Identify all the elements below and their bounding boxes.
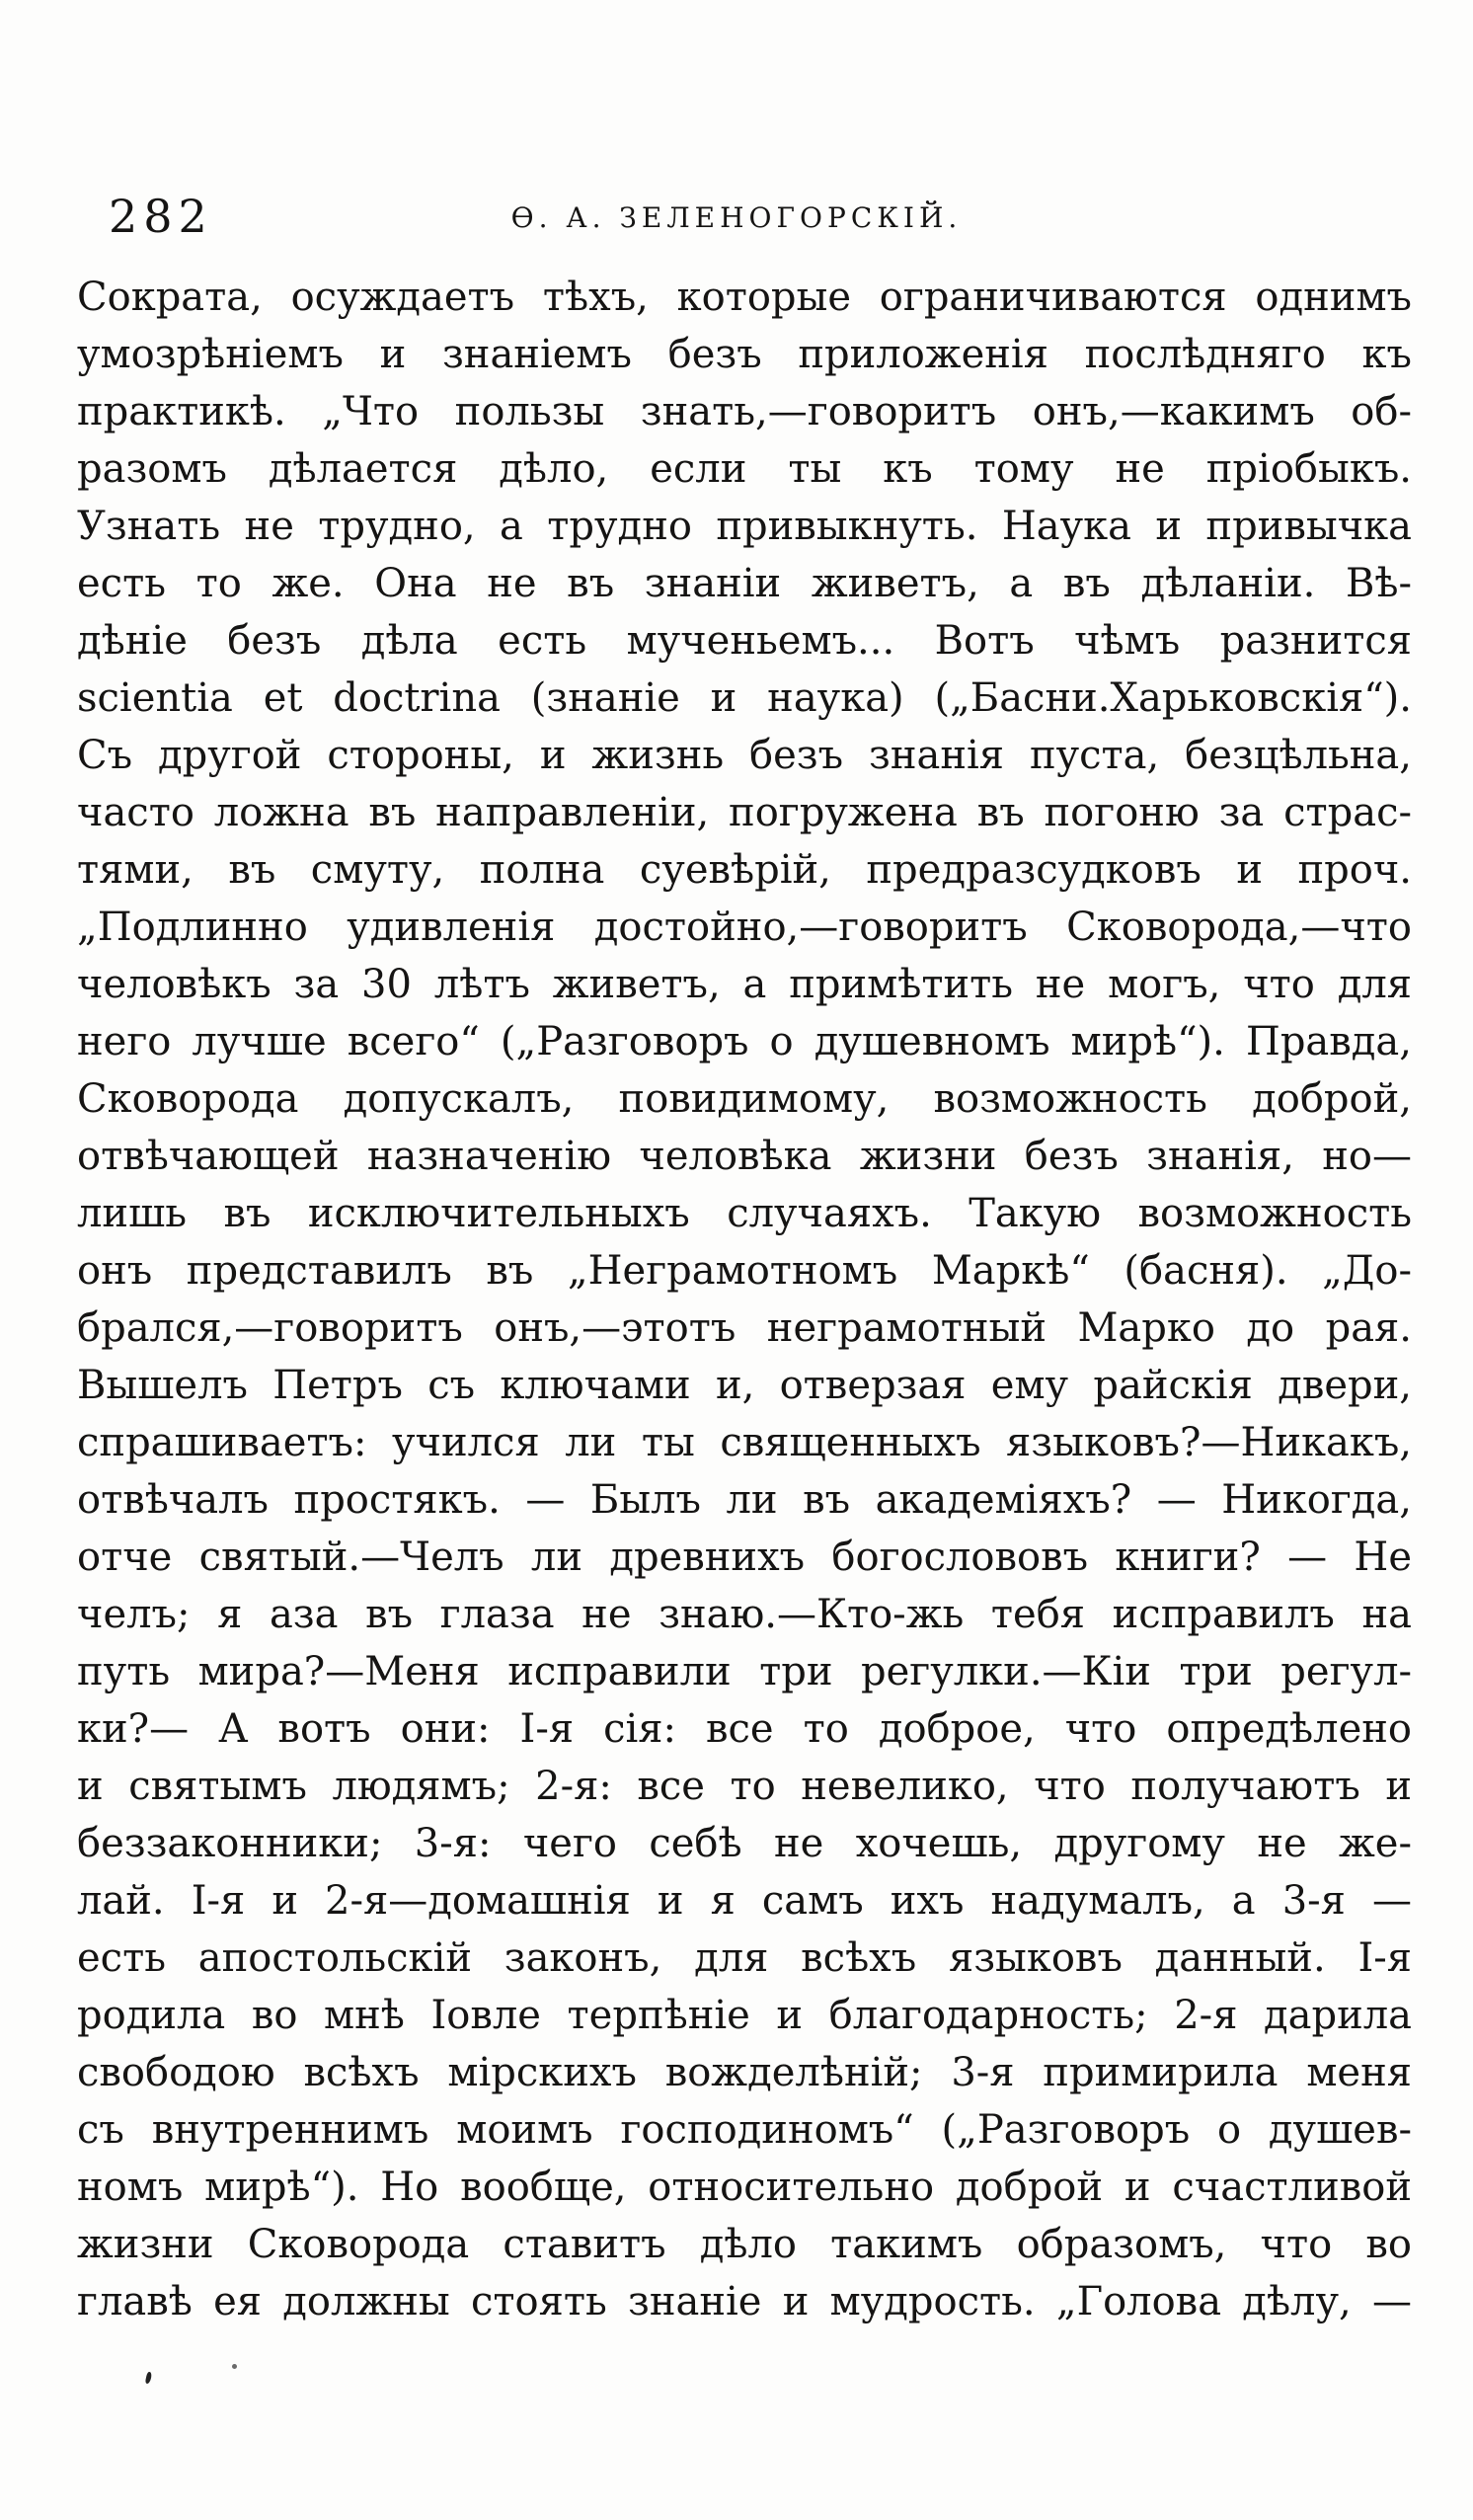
text-line: есть то же. Она не въ знаніи живетъ, а въ дѣланіи. Вѣ- bbox=[77, 561, 1412, 606]
text-line: есть апостольскій законъ, для всѣхъ языковъ данный. І-я bbox=[77, 1935, 1412, 1981]
text-line: Сковорода допускалъ, повидимому, возможность доброй, bbox=[77, 1076, 1412, 1122]
text-line: съ внутреннимъ моимъ господиномъ“ („Разговоръ о душев- bbox=[77, 2107, 1412, 2153]
text-line: scientia et doctrina (знаніе и наука) („Басни.Харьковскія“). bbox=[77, 675, 1412, 721]
text-line: главѣ ея должны стоять знаніе и мудрость. „Голова дѣлу, — bbox=[77, 2279, 1412, 2324]
text-line: „Подлинно удивленія достойно,—говоритъ Сковорода,—что bbox=[77, 905, 1412, 950]
text-line: родила во мнѣ Іовле терпѣніе и благодарность; 2-я дарила bbox=[77, 1993, 1412, 2038]
text-line: ки?— А вотъ они: І-я сія: все то доброе, что опредѣлено bbox=[77, 1706, 1412, 1752]
text-line: умозрѣніемъ и знаніемъ безъ приложенія послѣдняго къ bbox=[77, 332, 1412, 377]
text-line: Вышелъ Петръ съ ключами и, отверзая ему райскія двери, bbox=[77, 1363, 1412, 1408]
body-text bbox=[77, 269, 1412, 2330]
ink-speck-icon bbox=[232, 2364, 237, 2369]
text-line: человѣкъ за 30 лѣтъ живетъ, а примѣтить не могъ, что для bbox=[77, 962, 1412, 1007]
text-line: Сократа, осуждаетъ тѣхъ, которые ограничиваются однимъ bbox=[77, 275, 1412, 320]
text-line: разомъ дѣлается дѣло, если ты къ тому не пріобыкъ. bbox=[77, 446, 1412, 492]
text-line: спрашиваетъ: учился ли ты священныхъ языковъ?—Никакъ, bbox=[77, 1420, 1412, 1465]
text-line: беззаконники; 3-я: чего себѣ не хочешь, другому не же- bbox=[77, 1821, 1412, 1866]
text-line: брался,—говоритъ онъ,—этотъ неграмотный Марко до рая. bbox=[77, 1305, 1412, 1351]
text-line: дѣніе безъ дѣла есть мученьемъ... Вотъ чѣмъ разнится bbox=[77, 618, 1412, 664]
text-line: и святымъ людямъ; 2-я: все то невелико, что получаютъ и bbox=[77, 1764, 1412, 1809]
text-line: тями, въ смуту, полна суевѣрій, предразсудковъ и проч. bbox=[77, 847, 1412, 893]
text-line: него лучше всего“ („Разговоръ о душевномъ мирѣ“). Правда, bbox=[77, 1019, 1412, 1064]
page-number: 282 bbox=[109, 190, 213, 243]
text-line: челъ; я аза въ глаза не знаю.—Кто-жь тебя исправилъ на bbox=[77, 1592, 1412, 1637]
text-line: онъ представилъ въ „Неграмотномъ Маркѣ“ (басня). „До- bbox=[77, 1248, 1412, 1294]
text-line: Съ другой стороны, и жизнь безъ знанія пуста, безцѣльна, bbox=[77, 733, 1412, 778]
text-line: часто ложна въ направленіи, погружена въ погоню за страс- bbox=[77, 790, 1412, 835]
text-line: Узнать не трудно, а трудно привыкнуть. Наука и привычка bbox=[77, 504, 1412, 549]
text-line: отвѣчающей назначенію человѣка жизни безъ знанія, но— bbox=[77, 1134, 1412, 1179]
running-head: Ѳ. А. ЗЕЛЕНОГОРСКІЙ. bbox=[510, 201, 963, 234]
ink-speck-icon bbox=[145, 2372, 152, 2385]
text-line: отвѣчалъ простякъ. — Былъ ли въ академіяхъ? — Никогда, bbox=[77, 1477, 1412, 1523]
text-line: лишь въ исключительныхъ случаяхъ. Такую возможность bbox=[77, 1191, 1412, 1236]
text-line: отче святый.—Челъ ли древнихъ богослововъ книги? — Не bbox=[77, 1535, 1412, 1580]
text-line: лай. І-я и 2-я—домашнія и я самъ ихъ надумалъ, а 3-я — bbox=[77, 1878, 1412, 1924]
text-line: номъ мирѣ“). Но вообще, относительно доброй и счастливой bbox=[77, 2165, 1412, 2210]
text-line: жизни Сковорода ставитъ дѣло такимъ образомъ, что во bbox=[77, 2222, 1412, 2267]
text-line: свободою всѣхъ мірскихъ вожделѣній; 3-я примирила меня bbox=[77, 2050, 1412, 2095]
text-line: путь мира?—Меня исправили три регулки.—Кіи три регул- bbox=[77, 1649, 1412, 1694]
text-line: практикѣ. „Что пользы знать,—говоритъ онъ,—какимъ об- bbox=[77, 389, 1412, 434]
